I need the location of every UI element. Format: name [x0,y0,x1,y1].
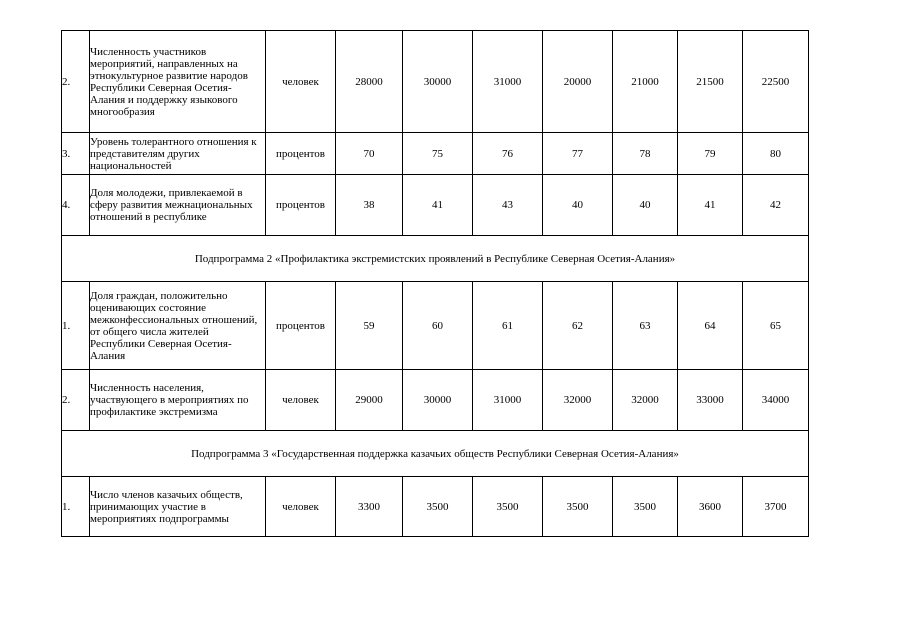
row-number: 4. [62,175,90,236]
row-number: 1. [62,477,90,537]
value-cell: 3500 [613,477,678,537]
section-header-row [62,431,809,477]
value-cell: 77 [543,133,613,175]
value-cell: 30000 [403,31,473,133]
value-cell: 22500 [743,31,809,133]
value-cell: 43 [473,175,543,236]
value-cell: 61 [473,282,543,370]
value-cell: 79 [678,133,743,175]
unit-cell: человек [266,31,336,133]
value-cell: 33000 [678,370,743,431]
indicator-name: Численность населения, участвующего в мероприятиях по профилактике экстремизма [90,370,266,431]
indicator-name: Уровень толерантного отношения к представителям других национальностей [90,133,266,175]
value-cell: 3500 [543,477,613,537]
section-header-row [62,236,809,282]
subprogram-title: Подпрограмма 3 «Государственная поддержка казачьих обществ Республики Северная Осетия-Алания» [62,431,809,477]
value-cell: 3300 [336,477,403,537]
table-row [62,31,809,133]
value-cell: 21500 [678,31,743,133]
value-cell: 3600 [678,477,743,537]
value-cell: 65 [743,282,809,370]
indicator-name: Число членов казачьих обществ, принимающих участие в мероприятиях подпрограммы [90,477,266,537]
unit-cell: человек [266,370,336,431]
value-cell: 29000 [336,370,403,431]
value-cell: 31000 [473,370,543,431]
table-row [62,370,809,431]
value-cell: 59 [336,282,403,370]
subprogram-title: Подпрограмма 2 «Профилактика экстремистских проявлений в Республике Северная Осетия-Алания» [62,236,809,282]
value-cell: 75 [403,133,473,175]
value-cell: 3700 [743,477,809,537]
unit-cell: процентов [266,282,336,370]
table-row [62,477,809,537]
value-cell: 40 [543,175,613,236]
value-cell: 3500 [403,477,473,537]
value-cell: 32000 [613,370,678,431]
row-number: 3. [62,133,90,175]
value-cell: 76 [473,133,543,175]
indicators-table [61,30,809,537]
value-cell: 42 [743,175,809,236]
value-cell: 32000 [543,370,613,431]
table-row [62,175,809,236]
value-cell: 31000 [473,31,543,133]
indicator-name: Численность участников мероприятий, направленных на этнокультурное развитие народов Республики Северная Осетия-Алания и поддержку языкового многообразия [90,31,266,133]
value-cell: 41 [403,175,473,236]
value-cell: 62 [543,282,613,370]
value-cell: 63 [613,282,678,370]
indicator-name: Доля молодежи, привлекаемой в сферу развития межнациональных отношений в республике [90,175,266,236]
unit-cell: процентов [266,133,336,175]
value-cell: 38 [336,175,403,236]
value-cell: 3500 [473,477,543,537]
table-row [62,282,809,370]
table-row [62,133,809,175]
value-cell: 20000 [543,31,613,133]
value-cell: 80 [743,133,809,175]
row-number: 2. [62,31,90,133]
value-cell: 34000 [743,370,809,431]
value-cell: 41 [678,175,743,236]
value-cell: 78 [613,133,678,175]
value-cell: 21000 [613,31,678,133]
value-cell: 60 [403,282,473,370]
row-number: 1. [62,282,90,370]
value-cell: 40 [613,175,678,236]
value-cell: 28000 [336,31,403,133]
unit-cell: процентов [266,175,336,236]
value-cell: 64 [678,282,743,370]
value-cell: 70 [336,133,403,175]
row-number: 2. [62,370,90,431]
unit-cell: человек [266,477,336,537]
indicator-name: Доля граждан, положительно оценивающих состояние межконфессиональных отношений, от общего числа жителей Республики Северная Осетия-Алания [90,282,266,370]
value-cell: 30000 [403,370,473,431]
